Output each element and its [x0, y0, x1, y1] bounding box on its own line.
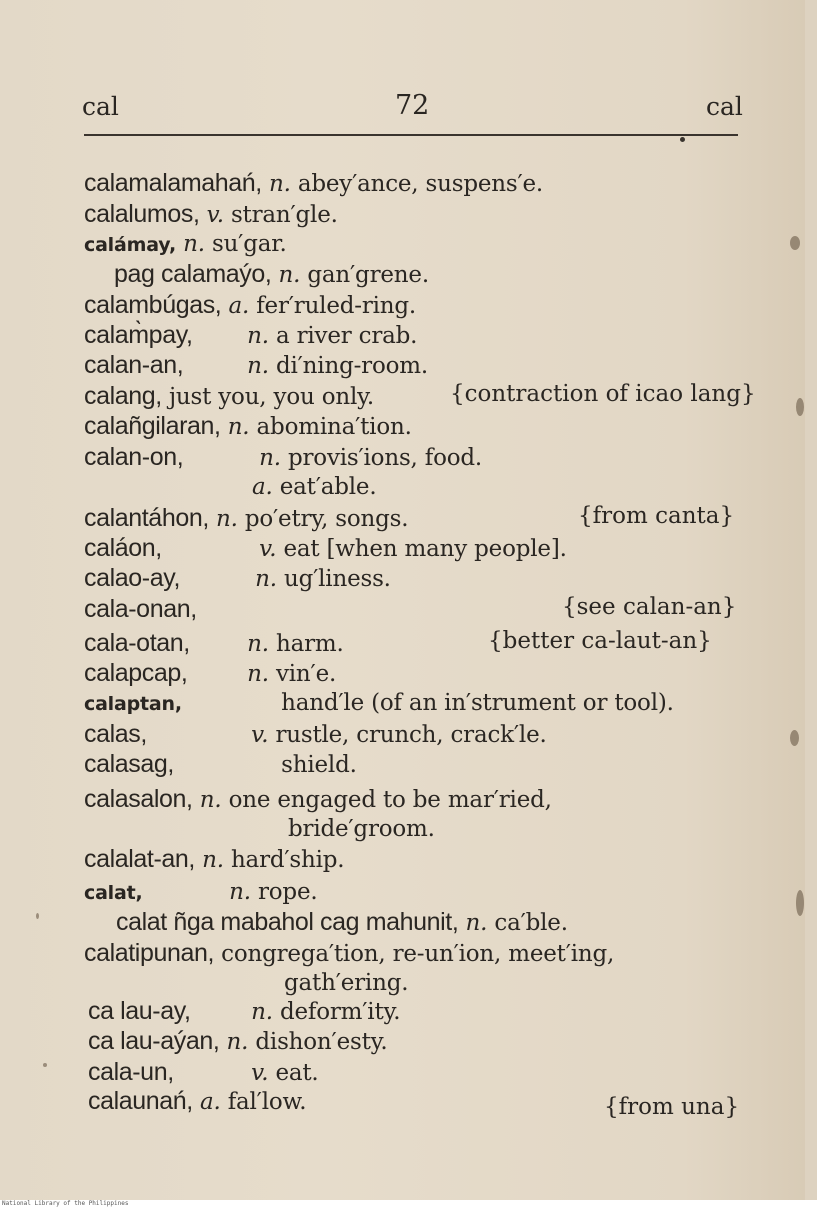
entry-line [252, 472, 376, 502]
entry-gloss: provis′ions, food. [287, 445, 483, 471]
entry-gloss: one engaged to be mar′ried, [228, 787, 552, 813]
entry-headword: calalumos, [84, 200, 200, 228]
entry-gloss: gath′ering. [284, 970, 409, 996]
entry-gloss: rustle, crunch, crack′le. [275, 722, 547, 748]
entry-pos: n. [465, 910, 488, 936]
entry-line [84, 381, 374, 412]
entry-line [84, 411, 412, 442]
header-rule [84, 134, 738, 136]
entry-line [88, 1057, 319, 1088]
entry-pos: n. [278, 262, 301, 288]
entry-pos: n. [255, 566, 277, 592]
entry-gloss: dishon′esty. [255, 1029, 388, 1055]
entry-gloss: eat [when many people]. [283, 536, 567, 562]
entry-pos: v. [206, 202, 224, 228]
entry-pos: n. [247, 661, 269, 687]
paper-speck [36, 913, 39, 919]
entry-headword: calatipunan, [84, 939, 215, 967]
entry-headword: calasag, [84, 750, 174, 778]
entry-line [88, 1026, 387, 1057]
entry-headword: calambúgas, [84, 291, 222, 319]
entry-gloss: vin′e. [275, 661, 337, 687]
entry-line [84, 320, 417, 351]
page-number: 72 [395, 90, 430, 121]
paper-speck [790, 730, 799, 746]
entry-pos: n. [216, 506, 238, 532]
entry-headword: calan-on, [84, 443, 184, 471]
entry-headword: calamalamahań, [84, 169, 262, 197]
entry-line [84, 290, 416, 321]
entry-line [116, 907, 568, 938]
entry-line [84, 563, 391, 594]
entry-headword: calao-ay, [84, 564, 180, 592]
paper-speck [796, 398, 804, 416]
entry-line [84, 784, 552, 815]
entry-headword: ca lau-aýan, [88, 1027, 220, 1055]
entry-line [84, 749, 357, 780]
entry-line [84, 658, 336, 689]
entry-headword: cala-otan, [84, 629, 190, 657]
entry-gloss: harm. [275, 631, 344, 657]
entry-gloss: hard′ship. [230, 847, 345, 873]
entry-gloss: congrega′tion, re-un′ion, meet′ing, [221, 941, 615, 967]
entry-gloss: po′etry, songs. [244, 506, 409, 532]
entry-headword: calapcap, [84, 659, 188, 687]
entry-gloss: fer′ruled-ring. [256, 293, 417, 319]
entry-pos: v. [259, 536, 277, 562]
entry-pos: n. [183, 231, 205, 257]
entry-line [84, 938, 614, 969]
etymology-note: {contraction of icao lang} [450, 381, 756, 407]
entry-headword: calañgilaran, [84, 412, 221, 440]
paper-speck [796, 890, 804, 916]
entry-headword: pag calamaýo, [114, 260, 272, 288]
entry-line [84, 199, 338, 230]
entry-line [84, 350, 428, 381]
entry-pos: n. [247, 323, 269, 349]
paper-speck [790, 236, 800, 250]
entry-line [84, 844, 344, 875]
entry-line [288, 814, 435, 844]
entry-line [84, 229, 287, 260]
entry-gloss: abomina′tion. [256, 414, 412, 440]
entry-pos: n. [199, 787, 222, 813]
entry-gloss: hand′le (of an in′strument or tool). [281, 690, 674, 716]
entry-pos: n. [227, 414, 250, 440]
entry-headword: caláon, [84, 534, 162, 562]
etymology-note: {from canta} [578, 503, 735, 529]
entry-pos: n. [226, 1029, 249, 1055]
entry-line [284, 968, 408, 998]
library-credit: National Library of the Philippines [2, 1200, 129, 1207]
entry-headword: ca lau-ay, [88, 997, 191, 1025]
cross-reference-note: {better ca-laut-an} [488, 628, 712, 654]
entry-gloss: just you, you only. [168, 384, 374, 410]
entry-gloss: shield. [281, 752, 357, 778]
entry-line [84, 533, 567, 564]
entry-headword: calalat-an, [84, 845, 195, 873]
entry-line [84, 688, 674, 719]
entry-headword: calang, [84, 382, 162, 410]
entry-gloss: a river crab. [275, 323, 418, 349]
entry-gloss: stran′gle. [230, 202, 338, 228]
entry-headword: calantáhon, [84, 504, 209, 532]
entry-headword: cala-un, [88, 1058, 174, 1086]
entry-headword: calámay, [84, 234, 176, 256]
entry-pos: n. [229, 879, 251, 905]
entry-gloss: gan′grene. [307, 262, 429, 288]
entry-line [88, 996, 400, 1027]
entry-gloss: ca′ble. [494, 910, 568, 936]
entry-pos: n. [251, 999, 273, 1025]
entry-line [84, 442, 482, 473]
entry-gloss: bride′groom. [288, 816, 435, 842]
entry-pos: a. [199, 1089, 221, 1115]
entry-line [84, 628, 344, 659]
entry-line [84, 877, 317, 908]
cross-reference-note: {see calan-an} [562, 594, 737, 620]
entry-headword: cala-onan, [84, 595, 197, 623]
entry-gloss: fal′low. [227, 1089, 307, 1115]
entry-line [84, 719, 547, 750]
header-left-guide: cal [82, 92, 119, 121]
header-right-guide: cal [706, 92, 743, 121]
entry-gloss: abey′ance, suspens′e. [297, 171, 544, 197]
entry-gloss: deform′ity. [279, 999, 401, 1025]
entry-headword: calat, [84, 882, 143, 904]
entry-headword: calan-an, [84, 351, 184, 379]
entry-headword: calam̀pay, [84, 321, 193, 349]
entry-pos: v. [251, 722, 269, 748]
entry-line [84, 168, 543, 199]
entry-pos: a. [252, 474, 273, 500]
entry-gloss: rope. [257, 879, 318, 905]
entry-pos: n. [247, 353, 269, 379]
entry-gloss: di′ning-room. [275, 353, 428, 379]
entry-headword: calaunań, [88, 1087, 193, 1115]
entry-pos: n. [202, 847, 224, 873]
entry-pos: a. [228, 293, 250, 319]
paper-speck [43, 1063, 47, 1067]
entry-pos: n. [268, 171, 291, 197]
entry-headword: calasalon, [84, 785, 193, 813]
entry-gloss: eat′able. [279, 474, 377, 500]
entry-line [84, 594, 197, 625]
etymology-note: {from una} [604, 1094, 740, 1120]
entry-gloss: su′gar. [211, 231, 287, 257]
entry-line [84, 503, 408, 534]
entry-headword: calat ñga mabahol cag mahunit, [116, 908, 459, 936]
entry-pos: n. [247, 631, 269, 657]
rule-mark [680, 137, 685, 142]
entry-gloss: ug′liness. [283, 566, 391, 592]
entry-headword: calaptan, [84, 693, 182, 715]
entry-pos: v. [251, 1060, 269, 1086]
entry-line [88, 1086, 306, 1117]
entry-gloss: eat. [275, 1060, 319, 1086]
entry-line [114, 259, 429, 290]
entry-headword: calas, [84, 720, 147, 748]
entry-pos: n. [259, 445, 281, 471]
